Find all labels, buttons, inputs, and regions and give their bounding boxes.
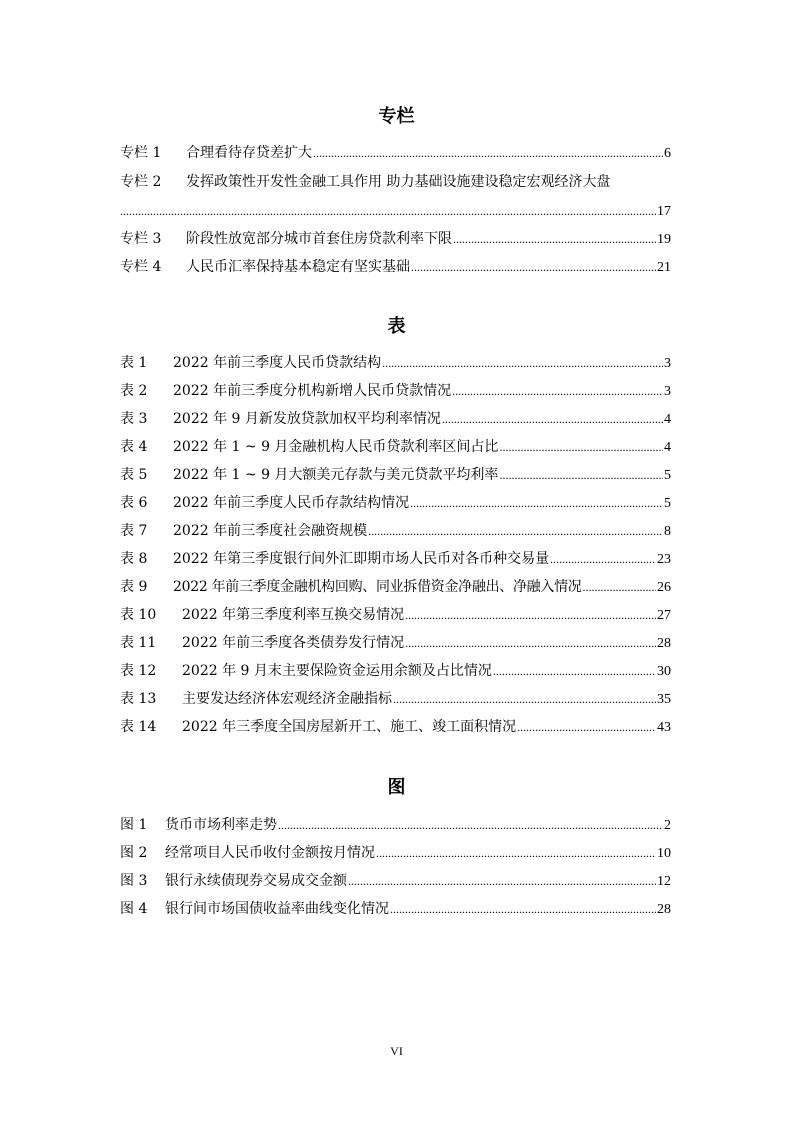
entry-label: 表 11: [120, 635, 157, 651]
dot-leader: [499, 437, 663, 457]
dot-leader: [411, 257, 656, 277]
entry-page: 35: [657, 692, 671, 707]
entry-page: 19: [657, 232, 671, 247]
dot-leader: [376, 843, 656, 863]
dot-leader: [278, 815, 663, 835]
dot-leader: [390, 899, 656, 919]
entry-label: 表 12: [120, 663, 157, 679]
entry-label: 专栏 3: [120, 231, 162, 247]
entry-title: 2022 年前三季度人民币贷款结构: [173, 355, 382, 371]
dot-leader: [410, 493, 663, 513]
entry-label: 表 2: [120, 383, 148, 399]
entry-label: 表 9: [120, 579, 148, 595]
entry-title: 货币市场利率走势: [165, 817, 277, 833]
entry-title: 2022 年 9 月新发放贷款加权平均利率情况: [173, 411, 441, 427]
toc-entry-table-10[interactable]: [120, 605, 671, 625]
toc-entry-table-12[interactable]: [120, 661, 671, 681]
dot-leader: [493, 661, 656, 681]
entry-title: 合理看待存贷差扩大: [186, 145, 312, 161]
page-number-footer: VI: [390, 1044, 403, 1058]
entry-title: 阶段性放宽部分城市首套住房贷款利率下限: [186, 231, 452, 247]
entry-label: 图 2: [120, 845, 148, 861]
entry-page: 4: [664, 440, 671, 455]
toc-entry-table-6[interactable]: [120, 493, 671, 513]
dot-leader: [313, 143, 663, 163]
entry-title: 银行永续债现券交易成交金额: [165, 873, 347, 889]
toc-entry-column-2[interactable]: [120, 172, 671, 192]
toc-entry-table-11[interactable]: [120, 633, 671, 653]
entry-label: 图 1: [120, 817, 148, 833]
toc-entry-figure-1[interactable]: [120, 815, 671, 835]
entry-label: 图 4: [120, 901, 148, 917]
entry-label: 表 3: [120, 411, 148, 427]
entry-label: 专栏 4: [120, 259, 162, 275]
dot-leader: [517, 717, 656, 737]
entry-page: 28: [657, 636, 671, 651]
dot-leader: [393, 689, 656, 709]
dot-leader: [499, 465, 663, 485]
dot-leader: [120, 201, 656, 221]
toc-entry-table-1[interactable]: [120, 353, 671, 373]
dot-leader: [453, 229, 656, 249]
dot-leader: [452, 381, 663, 401]
entry-label: 图 3: [120, 873, 148, 889]
columns-section-title: 专栏: [378, 106, 415, 127]
dot-leader: [405, 633, 656, 653]
entry-label: 专栏 1: [120, 145, 162, 161]
toc-entry-table-5[interactable]: [120, 465, 671, 485]
entry-title: 2022 年第三季度利率互换交易情况: [182, 607, 405, 623]
entry-title: 2022 年前三季度人民币存款结构情况: [173, 495, 410, 511]
toc-entry-figure-4[interactable]: [120, 899, 671, 919]
entry-page: 3: [664, 384, 671, 399]
entry-page: 10: [657, 846, 671, 861]
entry-page: 28: [657, 902, 671, 917]
toc-entry-table-2[interactable]: [120, 381, 671, 401]
entry-page: 6: [664, 146, 671, 161]
dot-leader: [348, 871, 656, 891]
toc-entry-column-1[interactable]: [120, 143, 671, 163]
entry-label: 表 4: [120, 439, 148, 455]
toc-entry-table-3[interactable]: [120, 409, 671, 429]
entry-title: 主要发达经济体宏观经济金融指标: [182, 691, 392, 707]
entry-title: 银行间市场国债收益率曲线变化情况: [165, 901, 389, 917]
dot-leader: [442, 409, 663, 429]
toc-entry-table-13[interactable]: [120, 689, 671, 709]
entry-label: 表 14: [120, 719, 157, 735]
toc-entry-figure-3[interactable]: [120, 871, 671, 891]
entry-title: 2022 年前三季度金融机构回购、同业拆借资金净融出、净融入情况: [173, 579, 582, 595]
entry-label: 表 1: [120, 355, 148, 371]
entry-title: 2022 年前三季度分机构新增人民币贷款情况: [173, 383, 452, 399]
entry-title: 人民币汇率保持基本稳定有坚实基础: [186, 259, 410, 275]
entry-page: 12: [657, 874, 671, 889]
dot-leader: [550, 549, 656, 569]
figures-section-title: 图: [387, 777, 406, 798]
entry-label: 表 6: [120, 495, 148, 511]
entry-page: 43: [657, 720, 671, 735]
dot-leader: [405, 605, 656, 625]
dot-leader: [382, 353, 663, 373]
entry-title: 2022 年三季度全国房屋新开工、施工、竣工面积情况: [182, 719, 517, 735]
entry-title: 发挥政策性开发性金融工具作用 助力基础设施建设稳定宏观经济大盘: [186, 174, 611, 190]
entry-title: 2022 年第三季度银行间外汇即期市场人民币对各币种交易量: [173, 551, 550, 567]
entry-page: 2: [664, 818, 671, 833]
entry-title: 2022 年 9 月末主要保险资金运用余额及占比情况: [182, 663, 492, 679]
entry-label: 表 13: [120, 691, 157, 707]
entry-label: 表 7: [120, 523, 148, 539]
toc-entry-column-4[interactable]: [120, 257, 671, 277]
entry-page: 21: [657, 260, 671, 275]
entry-label: 表 5: [120, 467, 148, 483]
entry-title: 2022 年前三季度社会融资规模: [173, 523, 368, 539]
entry-page: 23: [657, 552, 671, 567]
entry-label: 专栏 2: [120, 174, 162, 190]
entry-title: 经常项目人民币收付金额按月情况: [165, 845, 375, 861]
dot-leader: [582, 577, 656, 597]
toc-entry-column-2-continuation[interactable]: [120, 201, 671, 221]
entry-title: 2022 年 1 ~ 9 月大额美元存款与美元贷款平均利率: [173, 467, 499, 483]
toc-entry-table-4[interactable]: [120, 437, 671, 457]
entry-page: 17: [657, 204, 671, 219]
entry-page: 8: [664, 524, 671, 539]
entry-title: 2022 年 1 ~ 9 月金融机构人民币贷款利率区间占比: [173, 439, 499, 455]
toc-entry-table-8[interactable]: [120, 549, 671, 569]
entry-page: 26: [657, 580, 671, 595]
entry-page: 30: [657, 664, 671, 679]
entry-label: 表 10: [120, 607, 157, 623]
entry-page: 5: [664, 496, 671, 511]
entry-page: 4: [664, 412, 671, 427]
toc-entry-table-14[interactable]: [120, 717, 671, 737]
entry-label: 表 8: [120, 551, 148, 567]
entry-page: 3: [664, 356, 671, 371]
toc-entry-column-3[interactable]: [120, 229, 671, 249]
toc-entry-figure-2[interactable]: [120, 843, 671, 863]
entry-page: 5: [664, 468, 671, 483]
tables-section-title: 表: [387, 316, 406, 337]
entry-page: 27: [657, 608, 671, 623]
toc-entry-table-7[interactable]: [120, 521, 671, 541]
entry-title: 2022 年前三季度各类债券发行情况: [182, 635, 405, 651]
toc-entry-table-9[interactable]: [120, 577, 671, 597]
dot-leader: [368, 521, 663, 541]
